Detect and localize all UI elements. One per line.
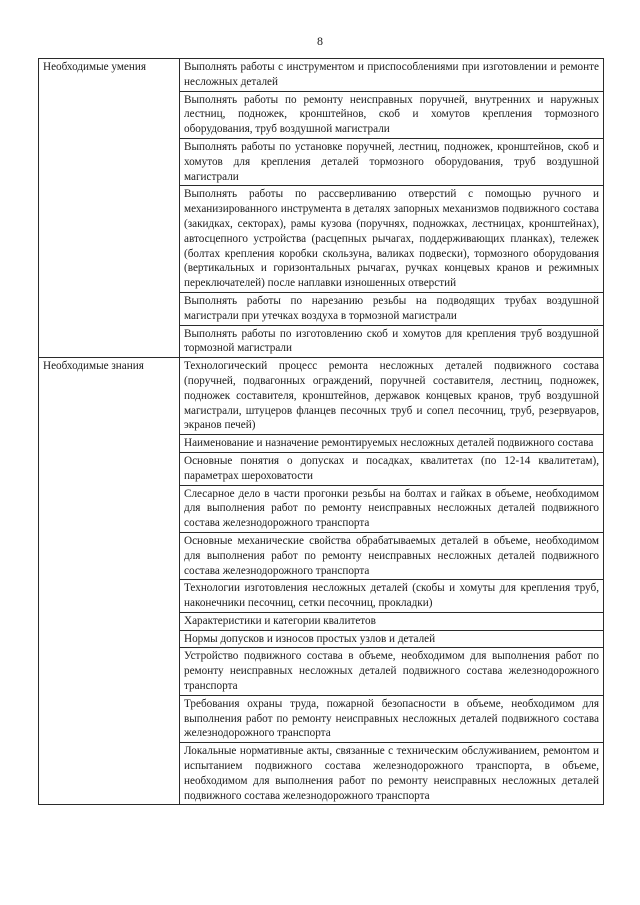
skill-item: Выполнять работы по изготовлению скоб и хомутов для крепления труб воздушной тормозной магистрали [180,325,604,358]
knowledge-item: Нормы допусков и износов простых узлов и деталей [180,630,604,648]
skill-item: Выполнять работы по установке поручней, лестниц, подножек, кронштейнов, скоб и хомутов для крепления деталей тормозного оборудования, труб воздушной магистрали [180,138,604,185]
knowledge-item: Локальные нормативные акты, связанные с техническим обслуживанием, ремонтом и испытанием подвижного состава железнодорожного транспорта, в объеме, необходимом для выполнения работ по ремонту неисправных несложных деталей подвижного состава железнодорожного транспорта [180,743,604,805]
skill-item: Выполнять работы по нарезанию резьбы на подводящих трубах воздушной магистрали при утечках воздуха в тормозной магистрали [180,292,604,325]
knowledge-item: Технологии изготовления несложных деталей (скобы и хомуты для крепления труб, наконечники песочниц, сетки песочниц, прокладки) [180,580,604,613]
skill-item: Выполнять работы по ремонту неисправных поручней, внутренних и наружных лестниц, подножек, кронштейнов, скоб и хомутов крепления тормозного оборудования, труб воздушной магистрали [180,91,604,138]
knowledge-item: Технологический процесс ремонта несложных деталей подвижного состава (поручней, подвагонных ограждений, поручней составителя, лестниц, подножек, подножек составителя, кронштейнов, державок концевых кранов, труб воздушной магистрали, штуцеров фланцев песочных труб и сопел песочниц, труб, резервуаров, экранов печей) [180,358,604,435]
page-number: 8 [317,34,323,48]
knowledge-item: Требования охраны труда, пожарной безопасности в объеме, необходимом для выполнения работ по ремонту неисправных несложных деталей подвижного состава железнодорожного транспорта [180,695,604,742]
skill-item: Выполнять работы с инструментом и приспособлениями при изготовлении и ремонте несложных деталей [180,59,604,92]
knowledge-item: Основные механические свойства обрабатываемых деталей в объеме, необходимом для выполнения работ по ремонту неисправных несложных деталей подвижного состава железнодорожного транспорта [180,532,604,579]
knowledge-item: Устройство подвижного состава в объеме, необходимом для выполнения работ по ремонту неисправных несложных деталей подвижного состава железнодорожного транспорта [180,648,604,695]
requirements-table [38,58,604,805]
section-label-knowledge: Необходимые знания [39,358,180,805]
section-label-skills: Необходимые умения [39,59,180,358]
table-row [39,59,604,92]
knowledge-item: Слесарное дело в части прогонки резьбы на болтах и гайках в объеме, необходимом для выполнения работ по ремонту неисправных несложных деталей подвижного состава железнодорожного транспорта [180,485,604,532]
table-row [39,358,604,435]
knowledge-item: Характеристики и категории квалитетов [180,612,604,630]
table-body [39,59,604,805]
skill-item: Выполнять работы по рассверливанию отверстий с помощью ручного и механизированного инструмента в деталях запорных механизмов подвижного состава (закидках, секторах), рамы кузова (поручнях, подножках, лестницах, кронштейнах), автосцепного устройства (расцепных рычагах, поддерживающих планках), тележек (болтах крепления коробки скользуна, валиках подвески), тормозного оборудования (вертикальных и горизонтальных рычагах, ручках концевых кранов и режимных переключателей) после наплавки изношенных отверстий [180,186,604,293]
knowledge-item: Наименование и назначение ремонтируемых несложных деталей подвижного состава [180,435,604,453]
knowledge-item: Основные понятия о допусках и посадках, квалитетах (по 12-14 квалитетам), параметрах шероховатости [180,452,604,485]
